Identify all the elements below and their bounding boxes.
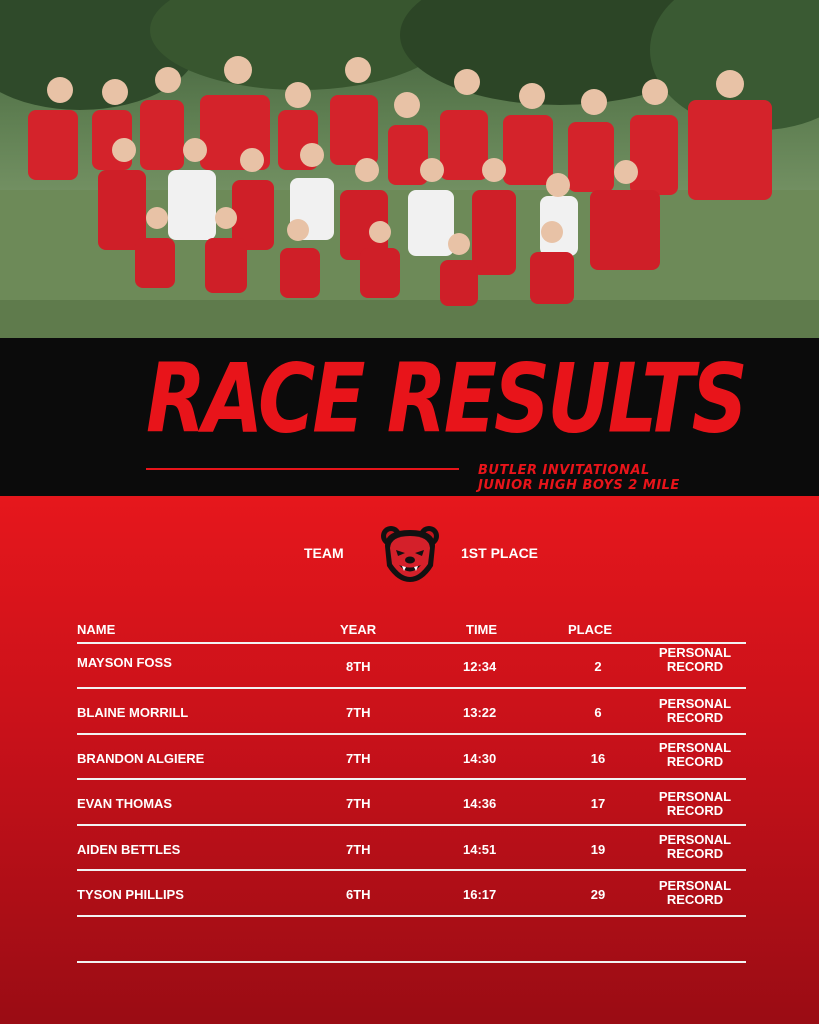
runner-name: AIDEN BETTLES [77,842,181,857]
runner-place: 2 [594,659,602,674]
note-line: RECORD [666,892,724,907]
table-divider [77,869,746,871]
runner-name: TYSON PHILLIPS [77,887,184,902]
runner-year: 6TH [346,887,371,902]
note-line: RECORD [666,803,724,818]
runner-note [640,879,750,907]
note-line: RECORD [666,710,724,725]
runner-name: MAYSON FOSS [77,655,172,670]
note-line: PERSONAL [658,832,732,847]
runner-time: 12:34 [463,659,497,674]
table-divider [77,642,746,644]
table-divider [77,687,746,689]
runner-name: EVAN THOMAS [77,796,173,811]
runner-time: 16:17 [463,887,497,902]
note-line: RECORD [666,754,724,769]
note-line: RECORD [666,846,724,861]
runner-name: BRANDON ALGIERE [77,751,205,766]
event-name: BUTLER INVITATIONAL [478,463,650,478]
note-line: PERSONAL [658,789,732,804]
runner-place: 6 [594,705,602,720]
team-label: TEAM [304,545,344,561]
team-photo-illustration [0,0,819,338]
runner-time: 14:30 [463,751,497,766]
note-line: PERSONAL [658,696,732,711]
table-divider [77,915,746,917]
runner-note [640,741,750,769]
runner-place: 16 [590,751,606,766]
runner-name: BLAINE MORRILL [77,705,189,720]
runner-year: 7TH [346,705,371,720]
column-header-place: PLACE [568,622,613,637]
table-divider [77,733,746,735]
runner-place: 29 [590,887,606,902]
runner-note [640,697,750,725]
table-divider [77,778,746,780]
team-place-label: 1ST PLACE [461,545,539,561]
table-divider [77,824,746,826]
runner-year: 8TH [346,659,371,674]
runner-year: 7TH [346,751,371,766]
column-header-time: TIME [466,622,498,637]
runner-place: 19 [590,842,606,857]
table-divider [77,961,746,963]
runner-note [640,833,750,861]
note-line: PERSONAL [658,645,732,660]
column-header-year: YEAR [340,622,377,637]
runner-note [640,646,750,674]
note-line: PERSONAL [658,740,732,755]
bear-head-icon [379,524,441,584]
team-photo [0,0,819,338]
runner-year: 7TH [346,842,371,857]
runner-place: 17 [590,796,606,811]
column-header-name: NAME [77,622,116,637]
page-title: RACE RESULTS [146,344,745,455]
runner-year: 7TH [346,796,371,811]
event-category: JUNIOR HIGH BOYS 2 MILE [478,478,680,493]
note-line: PERSONAL [658,878,732,893]
runner-time: 14:51 [463,842,497,857]
event-subtitle [478,463,680,493]
note-line: RECORD [666,659,724,674]
runner-note [640,790,750,818]
runner-time: 14:36 [463,796,497,811]
runner-time: 13:22 [463,705,497,720]
title-underline [146,468,459,470]
